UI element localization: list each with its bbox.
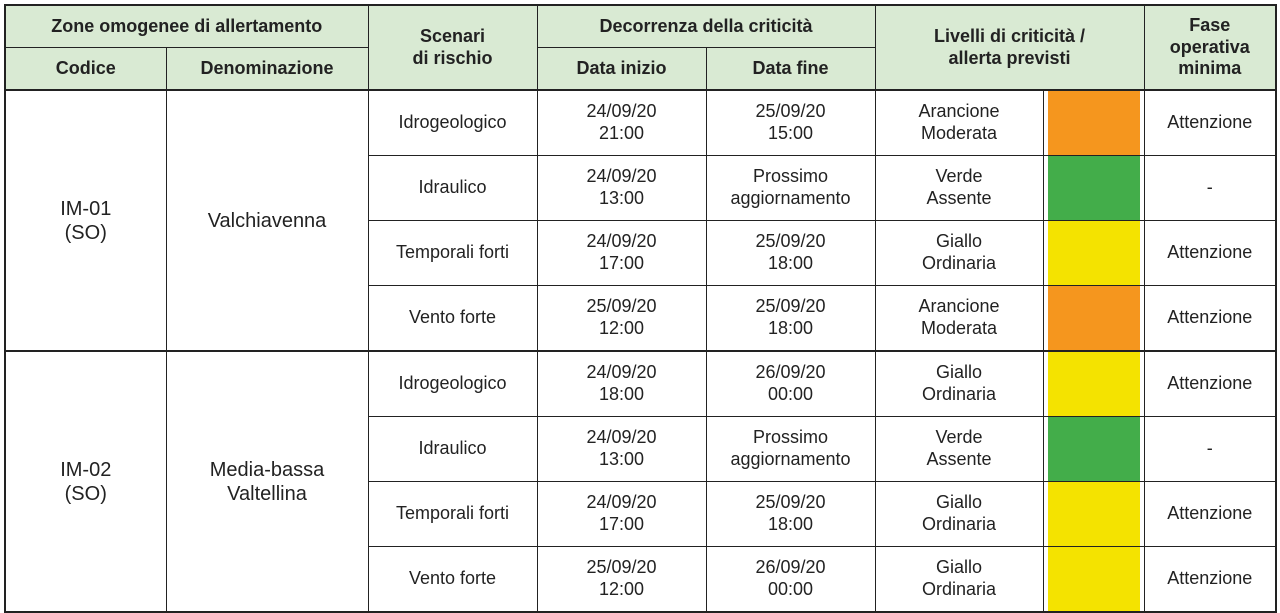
data-fine-cell <box>706 156 875 221</box>
data-inizio-line1: 24/09/20 <box>586 166 657 187</box>
scenario-cell: Idraulico <box>368 417 537 482</box>
header-fase-line1: Fase <box>1189 15 1231 36</box>
data-fine-line1: 25/09/20 <box>755 492 826 513</box>
header-livelli-line1: Livelli di criticità / <box>933 25 1086 46</box>
data-fine-line2: 00:00 <box>767 384 814 404</box>
fase-cell: Attenzione <box>1144 482 1276 547</box>
header-scenari-line1: Scenari <box>419 25 486 46</box>
scenario-cell: Temporali forti <box>368 482 537 547</box>
data-inizio-line1: 24/09/20 <box>586 231 657 252</box>
livello-line1: Giallo <box>936 492 983 513</box>
data-inizio-line1: 24/09/20 <box>586 101 657 122</box>
header-data-inizio: Data inizio <box>537 48 706 91</box>
fase-cell: - <box>1144 417 1276 482</box>
data-fine-cell <box>706 417 875 482</box>
data-fine-line1: Prossimo <box>753 166 829 187</box>
data-fine-line2: 18:00 <box>767 318 814 338</box>
data-inizio-line2: 18:00 <box>598 384 645 404</box>
zone-denominazione-line2: Valtellina <box>227 482 307 505</box>
data-inizio-line1: 25/09/20 <box>586 557 657 578</box>
header-codice: Codice <box>5 48 166 91</box>
livello-swatch <box>1043 547 1144 613</box>
data-inizio-cell <box>537 547 706 613</box>
fase-cell: - <box>1144 156 1276 221</box>
livello-swatch <box>1043 351 1144 417</box>
livello-line2: Assente <box>926 449 992 469</box>
header-zone: Zone omogenee di allertamento <box>5 5 368 48</box>
scenario-cell: Idrogeologico <box>368 90 537 156</box>
data-inizio-line2: 13:00 <box>598 188 645 208</box>
livello-cell <box>875 221 1043 286</box>
header-livelli <box>875 5 1144 90</box>
fase-cell: Attenzione <box>1144 351 1276 417</box>
data-fine-line2: 18:00 <box>767 253 814 273</box>
data-fine-line1: 25/09/20 <box>755 231 826 252</box>
scenario-cell: Idraulico <box>368 156 537 221</box>
data-inizio-line2: 12:00 <box>598 579 645 599</box>
header-livelli-line2: allerta previsti <box>948 47 1071 68</box>
data-inizio-cell <box>537 221 706 286</box>
livello-line1: Giallo <box>936 231 983 252</box>
header-scenari-line2: di rischio <box>412 47 493 68</box>
scenario-cell: Temporali forti <box>368 221 537 286</box>
header-scenari <box>368 5 537 90</box>
data-inizio-line1: 24/09/20 <box>586 362 657 383</box>
data-fine-line2: 18:00 <box>767 514 814 534</box>
livello-line2: Ordinaria <box>922 579 997 599</box>
data-inizio-cell <box>537 417 706 482</box>
data-inizio-cell <box>537 156 706 221</box>
data-inizio-cell <box>537 482 706 547</box>
zone-codice-line2: (SO) <box>64 221 107 244</box>
scenario-cell: Vento forte <box>368 286 537 352</box>
livello-line2: Ordinaria <box>922 384 997 404</box>
data-fine-cell <box>706 286 875 352</box>
livello-cell <box>875 156 1043 221</box>
zone-denominazione <box>166 351 368 612</box>
livello-color-swatch <box>1048 286 1140 350</box>
zone-denominazione-line1: Media-bassa <box>209 458 325 481</box>
livello-swatch <box>1043 482 1144 547</box>
data-inizio-line2: 12:00 <box>598 318 645 338</box>
livello-line1: Verde <box>935 166 983 187</box>
fase-cell: Attenzione <box>1144 547 1276 613</box>
livello-line2: Moderata <box>920 123 998 143</box>
data-fine-cell <box>706 221 875 286</box>
header-data-fine: Data fine <box>706 48 875 91</box>
livello-color-swatch <box>1048 547 1140 611</box>
data-fine-cell <box>706 351 875 417</box>
livello-line1: Giallo <box>936 557 983 578</box>
livello-cell <box>875 547 1043 613</box>
livello-color-swatch <box>1048 91 1140 155</box>
data-fine-line2: aggiornamento <box>730 449 851 469</box>
livello-color-swatch <box>1048 482 1140 546</box>
livello-line2: Ordinaria <box>922 253 997 273</box>
zone-codice-line1: IM-01 <box>60 197 112 220</box>
scenario-cell: Vento forte <box>368 547 537 613</box>
data-inizio-line1: 24/09/20 <box>586 427 657 448</box>
data-fine-cell <box>706 482 875 547</box>
data-fine-line1: 26/09/20 <box>755 557 826 578</box>
livello-line1: Arancione <box>918 101 1000 122</box>
data-inizio-line2: 21:00 <box>598 123 645 143</box>
livello-swatch <box>1043 286 1144 352</box>
header-fase-line2: operativa <box>1169 36 1250 57</box>
data-inizio-line1: 24/09/20 <box>586 492 657 513</box>
data-fine-line1: Prossimo <box>753 427 829 448</box>
livello-color-swatch <box>1048 156 1140 220</box>
livello-line1: Arancione <box>918 296 1000 317</box>
zone-codice <box>5 90 166 351</box>
fase-cell: Attenzione <box>1144 221 1276 286</box>
livello-line1: Verde <box>935 427 983 448</box>
header-fase-line3: minima <box>1178 58 1242 79</box>
livello-cell <box>875 482 1043 547</box>
header-decorrenza: Decorrenza della criticità <box>537 5 875 48</box>
livello-line2: Assente <box>926 188 992 208</box>
data-fine-line2: 00:00 <box>767 579 814 599</box>
fase-cell: Attenzione <box>1144 90 1276 156</box>
livello-swatch <box>1043 90 1144 156</box>
livello-cell <box>875 351 1043 417</box>
data-fine-cell <box>706 90 875 156</box>
livello-cell <box>875 417 1043 482</box>
livello-color-swatch <box>1048 352 1140 416</box>
data-inizio-line2: 17:00 <box>598 514 645 534</box>
data-inizio-cell <box>537 286 706 352</box>
livello-line2: Ordinaria <box>922 514 997 534</box>
livello-line1: Giallo <box>936 362 983 383</box>
livello-cell <box>875 90 1043 156</box>
table-row <box>5 351 1276 417</box>
data-fine-line2: aggiornamento <box>730 188 851 208</box>
zone-codice-line2: (SO) <box>64 482 107 505</box>
data-inizio-line2: 17:00 <box>598 253 645 273</box>
livello-swatch <box>1043 156 1144 221</box>
livello-color-swatch <box>1048 417 1140 481</box>
scenario-cell: Idrogeologico <box>368 351 537 417</box>
header-denominazione: Denominazione <box>166 48 368 91</box>
data-fine-line1: 26/09/20 <box>755 362 826 383</box>
data-inizio-cell <box>537 90 706 156</box>
zone-codice-line1: IM-02 <box>60 458 112 481</box>
livello-line2: Moderata <box>920 318 998 338</box>
data-inizio-line1: 25/09/20 <box>586 296 657 317</box>
alert-table <box>4 4 1277 613</box>
header-fase <box>1144 5 1276 90</box>
data-inizio-line2: 13:00 <box>598 449 645 469</box>
zone-denominazione <box>166 90 368 351</box>
data-fine-line1: 25/09/20 <box>755 296 826 317</box>
zone-codice <box>5 351 166 612</box>
table-row <box>5 90 1276 156</box>
livello-swatch <box>1043 417 1144 482</box>
data-fine-line1: 25/09/20 <box>755 101 826 122</box>
livello-color-swatch <box>1048 221 1140 285</box>
data-inizio-cell <box>537 351 706 417</box>
livello-cell <box>875 286 1043 352</box>
livello-swatch <box>1043 221 1144 286</box>
data-fine-cell <box>706 547 875 613</box>
fase-cell: Attenzione <box>1144 286 1276 352</box>
data-fine-line2: 15:00 <box>767 123 814 143</box>
zone-denominazione-line1: Valchiavenna <box>207 209 327 232</box>
table-body <box>5 90 1276 612</box>
